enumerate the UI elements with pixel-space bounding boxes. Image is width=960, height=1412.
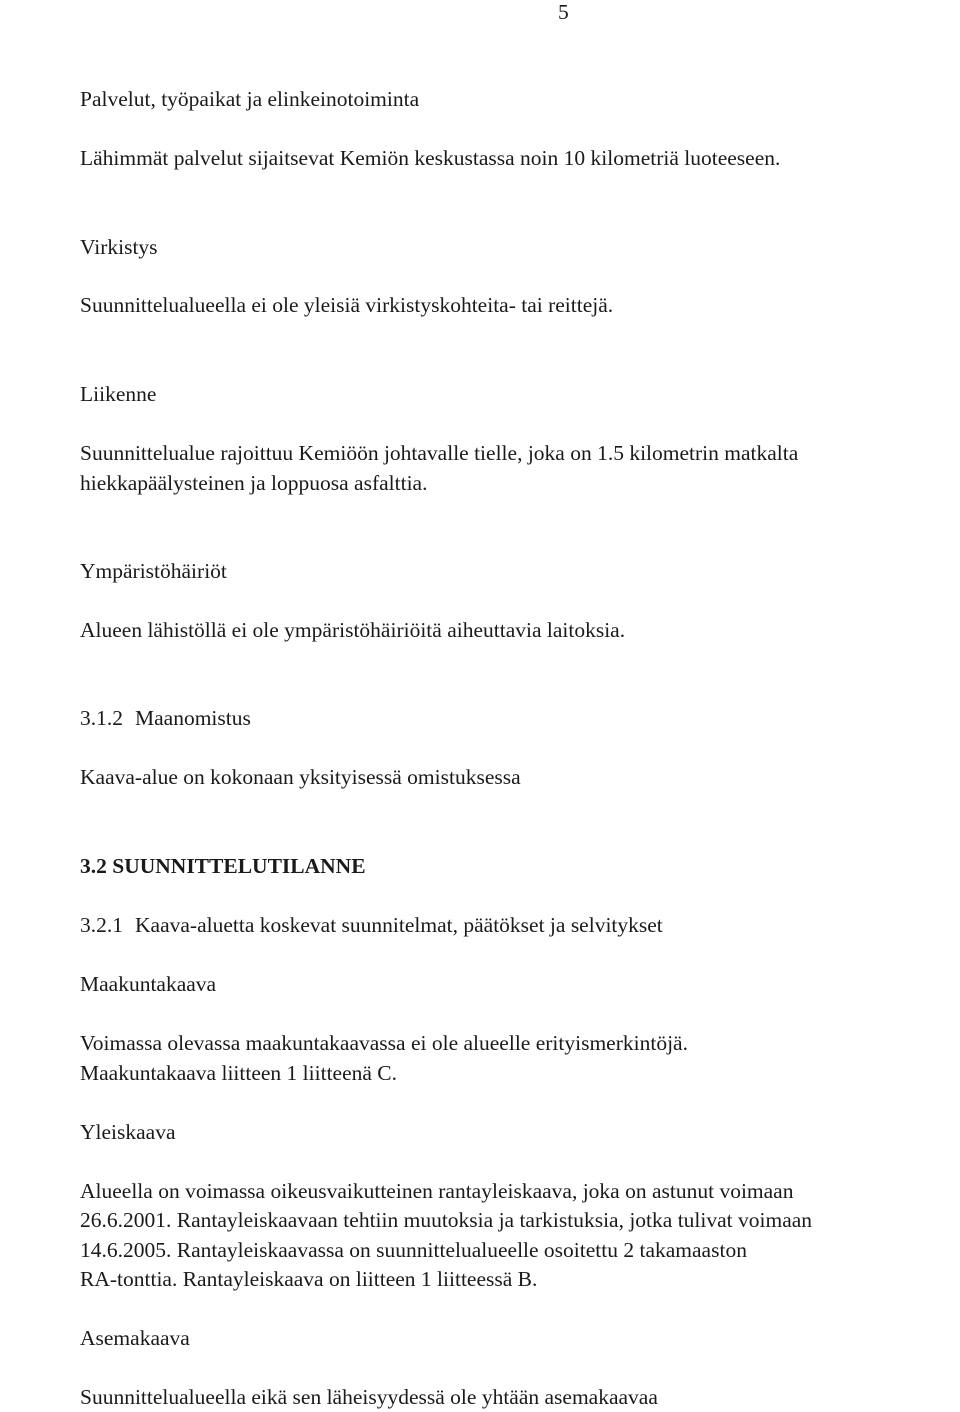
recreation-heading: Virkistys [80, 235, 158, 259]
master-plan-body-line2: 26.6.2001. Rantayleiskaavaan tehtiin muutoksia ja tarkistuksia, jotka tulivat voimaan [80, 1208, 813, 1232]
regional-plan-body-line1: Voimassa olevassa maakuntakaavassa ei ole alueelle erityismerkintöjä. [80, 1031, 688, 1055]
regional-plan-body-line2: Maakuntakaava liitteen 1 liitteenä C. [80, 1061, 398, 1085]
land-ownership-number: 3.1.2 [80, 706, 123, 730]
services-body: Lähimmät palvelut sijaitsevat Kemiön keskustassa noin 10 kilometriä luoteeseen. [80, 146, 781, 170]
master-plan-body-line3: 14.6.2005. Rantayleiskaavassa on suunnittelualueelle osoitettu 2 takamaaston [80, 1238, 747, 1262]
master-plan-body-line1: Alueella on voimassa oikeusvaikutteinen rantayleiskaava, joka on astunut voimaan [80, 1179, 794, 1203]
traffic-heading: Liikenne [80, 382, 157, 406]
detailed-plan-heading: Asemakaava [80, 1326, 190, 1350]
land-ownership-body: Kaava-alue on kokonaan yksityisessä omistuksessa [80, 765, 521, 789]
traffic-body-line2: hiekkapäälysteinen ja loppuosa asfalttia. [80, 471, 428, 495]
disturbances-body: Alueen lähistöllä ei ole ympäristöhäiriöitä aiheuttavia laitoksia. [80, 618, 626, 642]
detailed-plan-body: Suunnittelualueella eikä sen läheisyydessä ole yhtään asemakaavaa [80, 1385, 658, 1409]
traffic-body-line1: Suunnittelualue rajoittuu Kemiöön johtavalle tielle, joka on 1.5 kilometrin matkalta [80, 441, 799, 465]
services-heading: Palvelut, työpaikat ja elinkeinotoiminta [80, 87, 420, 111]
recreation-body: Suunnittelualueella ei ole yleisiä virkistyskohteita- tai reittejä. [80, 293, 614, 317]
master-plan-body-line4: RA-tonttia. Rantayleiskaava on liitteen 1 liitteessä B. [80, 1267, 538, 1291]
regional-plan-heading: Maakuntakaava [80, 972, 217, 996]
master-plan-heading: Yleiskaava [80, 1120, 176, 1144]
planning-status-heading: 3.2 SUUNNITTELUTILANNE [80, 854, 366, 878]
plans-decisions-heading: Kaava-aluetta koskevat suunnitelmat, päätökset ja selvitykset [135, 913, 663, 937]
page-number: 5 [558, 0, 569, 24]
disturbances-heading: Ympäristöhäiriöt [80, 559, 227, 583]
plans-decisions-number: 3.2.1 [80, 913, 123, 937]
land-ownership-heading: Maanomistus [135, 706, 251, 730]
